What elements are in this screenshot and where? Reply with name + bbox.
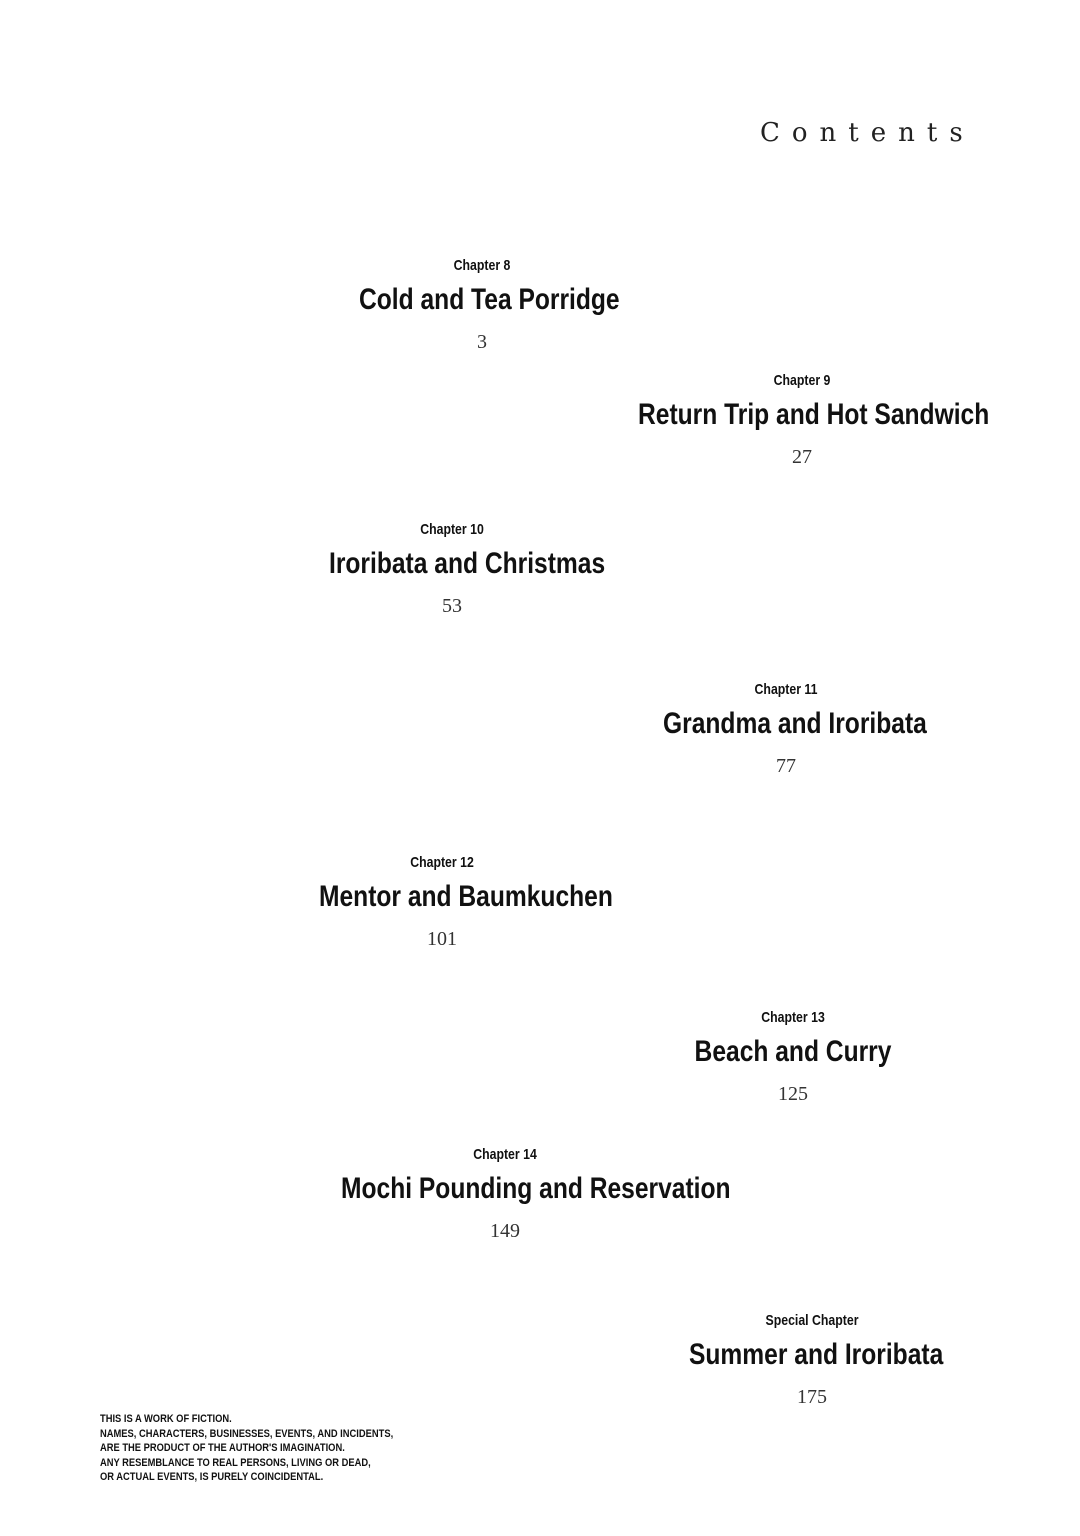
- disclaimer-line: THIS IS A WORK OF FICTION.: [100, 1413, 232, 1425]
- toc-entry-chapter-12[interactable]: [292, 853, 613, 951]
- chapter-title: Return Trip and Hot Sandwich: [638, 398, 990, 431]
- chapter-label: Chapter 9: [773, 372, 831, 389]
- page-number: 101: [427, 928, 457, 950]
- disclaimer-line: ARE THE PRODUCT OF THE AUTHOR'S IMAGINATION.: [100, 1442, 345, 1454]
- toc-entry-chapter-9[interactable]: [602, 371, 1002, 469]
- chapter-title: Beach and Curry: [694, 1035, 892, 1068]
- fiction-disclaimer: [100, 1412, 400, 1485]
- page-number: 27: [792, 446, 812, 468]
- chapter-label: Chapter 10: [420, 521, 484, 538]
- chapter-label: Chapter 14: [473, 1146, 537, 1163]
- chapter-label: Chapter 8: [453, 257, 511, 274]
- chapter-title: Iroribata and Christmas: [329, 547, 606, 580]
- chapter-label: Chapter 13: [761, 1009, 825, 1026]
- chapter-title: Mochi Pounding and Reservation: [341, 1172, 731, 1205]
- chapter-title: Summer and Iroribata: [689, 1338, 944, 1371]
- page-number: 53: [442, 595, 462, 617]
- disclaimer-line: NAMES, CHARACTERS, BUSINESSES, EVENTS, AND INCIDENTS,: [100, 1427, 394, 1440]
- chapter-label: Chapter 11: [754, 681, 818, 698]
- toc-entry-chapter-10[interactable]: [302, 520, 606, 618]
- disclaimer-line: ANY RESEMBLANCE TO REAL PERSONS, LIVING OR DEAD,: [100, 1456, 371, 1469]
- chapter-title: Cold and Tea Porridge: [359, 283, 620, 316]
- page-number: 3: [477, 331, 487, 353]
- chapter-label: Chapter 12: [410, 854, 474, 871]
- disclaimer-line: OR ACTUAL EVENTS, IS PURELY COINCIDENTAL.: [100, 1471, 324, 1483]
- chapter-title: Grandma and Iroribata: [663, 707, 927, 740]
- toc-entry-chapter-14[interactable]: [305, 1145, 731, 1243]
- toc-entry-special-chapter[interactable]: [662, 1311, 962, 1409]
- toc-entry-chapter-13[interactable]: [668, 1008, 918, 1106]
- chapter-label: Special Chapter: [765, 1312, 859, 1329]
- page-number: 77: [776, 755, 796, 777]
- toc-entry-chapter-8[interactable]: [332, 256, 632, 354]
- page-title: Contents: [760, 118, 975, 148]
- toc-entry-chapter-11[interactable]: [636, 680, 936, 778]
- page-number: 149: [490, 1220, 520, 1242]
- chapter-title: Mentor and Baumkuchen: [319, 880, 613, 913]
- page-number: 125: [778, 1083, 808, 1105]
- page-number: 175: [797, 1386, 827, 1408]
